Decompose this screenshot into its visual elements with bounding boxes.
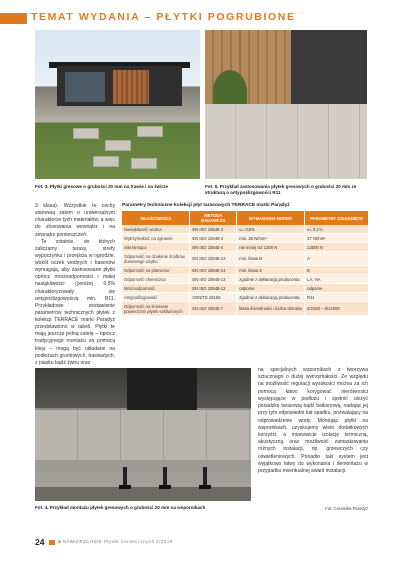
table-cell: Mrozoodporność <box>122 284 190 293</box>
article-text-right: na specjalnych wspornikach z tworzywa sztucznego o dużej wytrzymałości. Ze względu na możliwość regulacji wysokości można za ich pomocą łatwo korygować nierówności występujące w podłożu i spełnić ułożyć posadzkę tarasową bądź balkonową, nadając jej przy tym odpowiedni kąt spadku, pozwalający na odprowadzenie wody. Montując płytki na wspornikach, uzyskujemy wiele dodatkowych korzyści, a mianowicie izolację termiczną, akustyczną oraz możliwość zamaskowania różnych instalacji, np. grzewczych czy oświetleniowych. Ponadto taki system jest wyjątkowo łatwy do wykonania i demontażu w przypadku ewentualnej awarii instalacji. <box>258 367 368 475</box>
stepping-tile <box>93 156 119 167</box>
table-cell: zgodnie z deklaracją producenta <box>237 293 305 302</box>
table-row <box>122 252 369 266</box>
table-cell: EN ISO 10545-12 <box>190 284 237 293</box>
table-cell: min. klasa 3 <box>237 266 305 275</box>
terrace-tiles <box>205 104 367 179</box>
table-header: METODA BADAWCZA <box>190 211 237 225</box>
table-cell: klasa ścieralności i liczba obrotów <box>237 302 305 316</box>
table-cell: min. 35 N/mm² <box>237 234 305 243</box>
terrace-window <box>291 30 367 110</box>
table-cell: odporne <box>237 284 305 293</box>
table-cell: zgodnie z deklaracją producenta <box>237 275 305 284</box>
table-row <box>122 225 369 234</box>
spec-table <box>122 211 369 316</box>
header-accent-bar <box>0 13 27 24</box>
table-cell: Wytrzymałość na zginanie <box>122 234 190 243</box>
table-row <box>122 243 369 252</box>
table-cell: EN ISO 10545-3 <box>190 225 237 234</box>
pedestal <box>163 467 167 489</box>
table-title: Parametry techniczne kolekcji płyt tarasowych TERRACE marki Paradyż <box>122 203 290 208</box>
table-header: WŁAŚCIWOŚCI <box>122 211 190 225</box>
table-cell: EN ISO 10545-4 <box>190 234 237 243</box>
table-row <box>122 293 369 302</box>
pedestal <box>203 467 207 489</box>
stepping-tile <box>137 126 163 137</box>
table-cell: LA, HA <box>305 275 369 284</box>
photo-terrace <box>205 30 367 179</box>
table-cell: EN ISO 10545-7 <box>190 302 237 316</box>
table-cell: A <box>305 252 369 266</box>
photo-caption: Fot. 5. Przykład zastosowania płytek gresowych o grubości 20 mm ze strukturą o antypoślizgowości R11 <box>205 184 357 195</box>
table-cell: Odporność na ścieranie powierzchni płytek szkliwionych <box>122 302 190 316</box>
table-cell: min. klasa B <box>237 252 305 266</box>
table-cell: EN ISO 10545-4 <box>190 243 237 252</box>
table-row <box>122 234 369 243</box>
footer-accent-bar <box>49 540 55 545</box>
table-cell: 13000 N <box>305 243 369 252</box>
table-cell: 4/2100 – 5/12000 <box>305 302 369 316</box>
table-cell: Odporność chemiczna <box>122 275 190 284</box>
stepping-tile <box>73 128 99 139</box>
table-cell: Antypoślizgowość <box>122 293 190 302</box>
photo-caption: Fot. 4. Przykład montażu płytek gresowych o grubości 20 mm na wspornikach <box>35 505 206 510</box>
table-cell: Odporność na działanie środków domowego użytku <box>122 252 190 266</box>
table-cell: Nasiąkliwość wodna <box>122 225 190 234</box>
paragraph: 3 klasa). Wszystkie te cechy stanowią zatem o uniwersalnym charakterze tych materiałów, a więc do stosowania wewnątrz i na zewnątrz pomieszczeń. <box>35 203 115 238</box>
table-header: WYMAGANIA NORMY <box>237 211 305 225</box>
paragraph: Te ostatnie, do których zaliczamy tarasy, strefy wypoczynku i przejścia w ogrodzie, wokół oczek wodnych i basenów wymagają, aby zastosowane płytki oprócz mrozoodporności i małej nasiąkliwości (poniżej 0,5% charakteryzowały się antypoślizgowością min. R11. Przykładowe zestawienie parametrów technicznych płytek z kolekcji TERRACE marki Paradyż przedstawiono w tabeli. Płytki te mają jeszcze jedną zaletę – oprócz tradycyjnego montażu za pomocą kleju – mogą być układane na podłożach gruntowych, trawiastych, z piasku bądź żwiru oraz <box>35 238 115 366</box>
stepping-tile <box>105 140 131 151</box>
table-cell: 37 N/mm² <box>305 234 369 243</box>
page-number: 24 <box>35 537 45 547</box>
table-row <box>122 284 369 293</box>
house-window <box>65 72 105 102</box>
table-cell: odporne <box>305 284 369 293</box>
photo-credit: Fot. Ceramika Paradyż <box>325 506 368 511</box>
table-cell: ≤= 0,5% <box>237 225 305 234</box>
photo-house-garden <box>35 30 200 179</box>
table-cell: nie mniej niż 1300 N <box>237 243 305 252</box>
table-cell: Odporność na plamienie <box>122 266 190 275</box>
table-cell: CEN/TS 16165 <box>190 293 237 302</box>
article-text-left <box>35 203 115 367</box>
table-cell: Siła łamiąca <box>122 243 190 252</box>
tile-slabs <box>35 410 251 460</box>
table-cell: R11 <box>305 293 369 302</box>
table-cell: EN ISO 10545-13 <box>190 275 237 284</box>
table-header-row <box>122 211 369 225</box>
photo-caption: Fot. 3. Płytki gresowe o grubości 20 mm na trawie i na żwirze <box>35 184 169 189</box>
table-cell: EN ISO 10545-14 <box>190 266 237 275</box>
ground <box>35 487 251 501</box>
table-row <box>122 302 369 316</box>
table-header: PARAMETRY OSIĄGNIĘTE <box>305 211 369 225</box>
table-row <box>122 275 369 284</box>
pedestal <box>123 467 127 489</box>
section-title: TEMAT WYDANIA – PŁYTKI POGRUBIONE <box>31 11 296 23</box>
table-cell: 5 <box>305 266 369 275</box>
magazine-name: ■ NAWIERZCHNIE Płytek Ceramicznych 2/2019 <box>58 539 173 544</box>
photo-pedestal-installation <box>35 368 251 501</box>
table-cell: ≤= 0,1% <box>305 225 369 234</box>
stepping-tile <box>131 158 157 169</box>
table-cell: EN ISO 10545-13 <box>190 252 237 266</box>
house-wood-cladding <box>113 70 149 104</box>
table-row <box>122 266 369 275</box>
